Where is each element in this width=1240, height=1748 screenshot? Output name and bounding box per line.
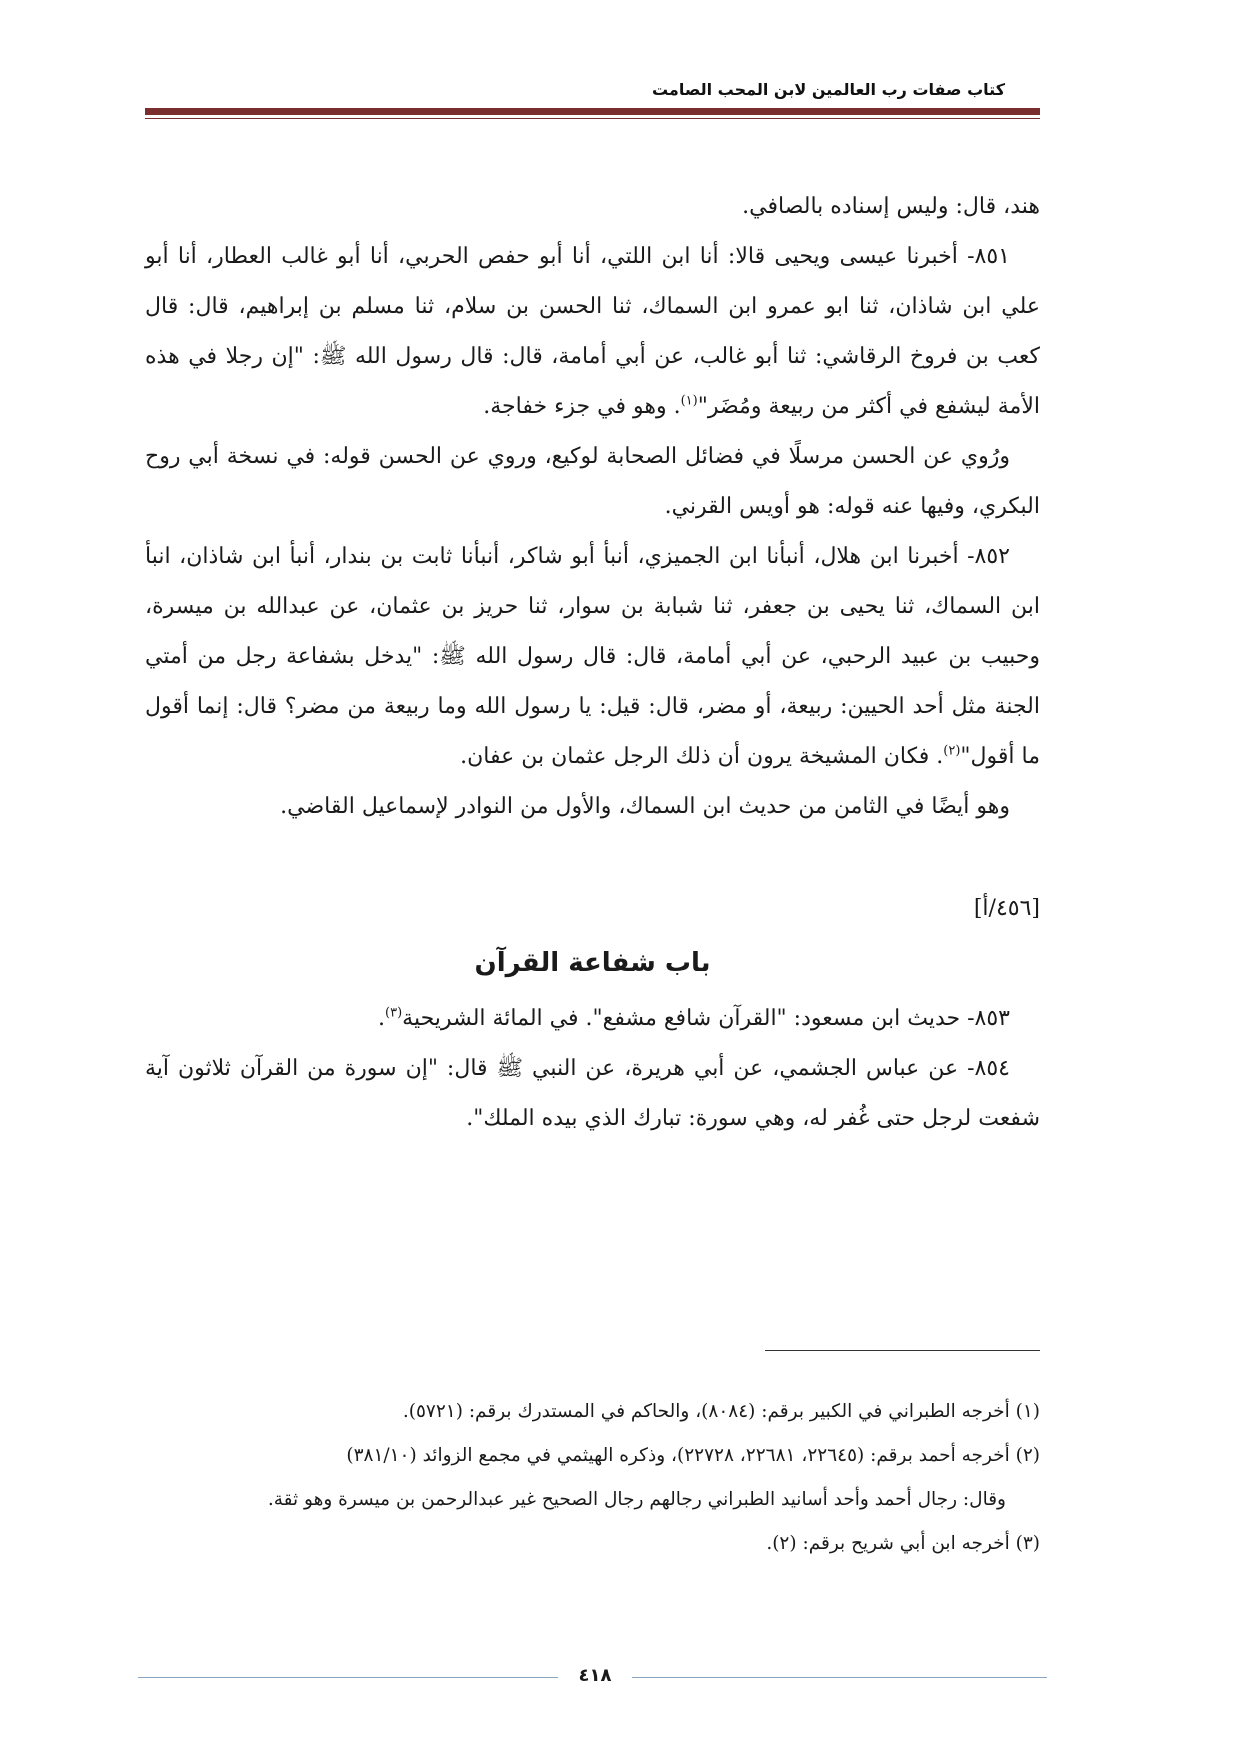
folio-marker: [٤٥٦/أ] — [973, 896, 1040, 921]
paragraph-hasan: ورُوي عن الحسن مرسلًا في فضائل الصحابة لوكيع، وروي عن الحسن قوله: في نسخة أبي روح البكري، وفيها عنه قوله: هو أويس القرني. — [145, 444, 1040, 519]
hadith-852 — [145, 532, 1040, 782]
hadith-852-tail: . فكان المشيخة يرون أن ذلك الرجل عثمان بن عفان. — [460, 744, 944, 769]
chapter-title: باب شفاعة القرآن — [474, 948, 711, 978]
footnote-1: (١) أخرجه الطبراني في الكبير برقم: (٨٠٨٤)، والحاكم في المستدرك برقم: (٥٧٢١). — [402, 1401, 1040, 1422]
page-number: ٤١٨ — [578, 1665, 612, 1686]
footnote-separator — [765, 1350, 1040, 1351]
hadith-853-text: ٨٥٣- حديث ابن مسعود: "القرآن شافع مشفع". في المائة الشريحية — [402, 1006, 1010, 1031]
footnote-ref-3[interactable]: (٣) — [385, 1005, 403, 1021]
footnote-ref-2[interactable]: (٢) — [943, 743, 961, 759]
hadith-853-tail: . — [378, 1006, 386, 1031]
footnote-2-continuation: وقال: رجال أحمد وأحد أسانيد الطبراني رجالهم رجال الصحيح غير عبدالرحمن بن ميسرة وهو ثقة. — [267, 1489, 1006, 1510]
main-text — [145, 182, 1040, 1144]
header-rule-thin — [145, 118, 1040, 119]
hadith-851-tail: . وهو في جزء خفاجة. — [483, 394, 681, 419]
footnote-3: (٣) أخرجه ابن أبي شريح برقم: (٢). — [766, 1533, 1040, 1554]
paragraph-continuation: هند، قال: وليس إسناده بالصافي. — [742, 194, 1040, 219]
paragraph-source: وهو أيضًا في الثامن من حديث ابن السماك، والأول من النوادر لإسماعيل القاضي. — [280, 794, 1010, 819]
header-rule-thick — [145, 108, 1040, 115]
running-header-title: كتاب صفات رب العالمين لابن المحب الصامت — [651, 80, 1005, 99]
hadith-853 — [145, 994, 1040, 1044]
hadith-851-text: ٨٥١- أخبرنا عيسى ويحيى قالا: أنا ابن اللتي، أنا أبو حفص الحربي، أنا أبو غالب العطار، أنا أبو علي ابن شاذان، ثنا ابو عمرو ابن السماك، ثنا الحسن بن سلام، ثنا مسلم بن إبراهيم، قال: قال كعب بن فروخ الرقاشي: ثنا أبو غالب، عن أبي أمامة، قال: قال رسول الله ﷺ: "إن رجلا في هذه الأمة ليشفع في أكثر من ربيعة ومُضَر" — [145, 244, 1040, 419]
footer-rule-left — [138, 1677, 558, 1678]
footnotes — [145, 1390, 1040, 1566]
hadith-851 — [145, 232, 1040, 432]
footnote-ref-1[interactable]: (١) — [680, 393, 698, 409]
footnote-2: (٢) أخرجه أحمد برقم: (٢٢٦٤٥، ٢٢٦٨١، ٢٢٧٢٨)، وذكره الهيثمي في مجمع الزوائد (٣٨١/١٠) — [346, 1445, 1040, 1466]
footer-rule-right — [632, 1677, 1047, 1678]
hadith-854: ٨٥٤- عن عباس الجشمي، عن أبي هريرة، عن النبي ﷺ قال: "إن سورة من القرآن ثلاثون آية شفعت لرجل حتى غُفر له، وهي سورة: تبارك الذي بيده الملك". — [145, 1056, 1040, 1131]
hadith-852-text: ٨٥٢- أخبرنا ابن هلال، أنبأنا ابن الجميزي، أنبأ أبو شاكر، أنبأنا ثابت بن بندار، أنبأ ابن شاذان، انبأ ابن السماك، ثنا يحيى بن جعفر، ثنا شبابة بن سوار، ثنا حريز بن عثمان، عن عبدالله بن ميسرة، وحبيب بن عبيد الرحبي، عن أبي أمامة، قال: قال رسول الله ﷺ: "يدخل بشفاعة رجل من أمتي الجنة مثل أحد الحيين: ربيعة، أو مضر، قال: قيل: يا رسول الله وما ربيعة من مضر؟ قال: إنما أقول ما أقول" — [145, 544, 1040, 769]
